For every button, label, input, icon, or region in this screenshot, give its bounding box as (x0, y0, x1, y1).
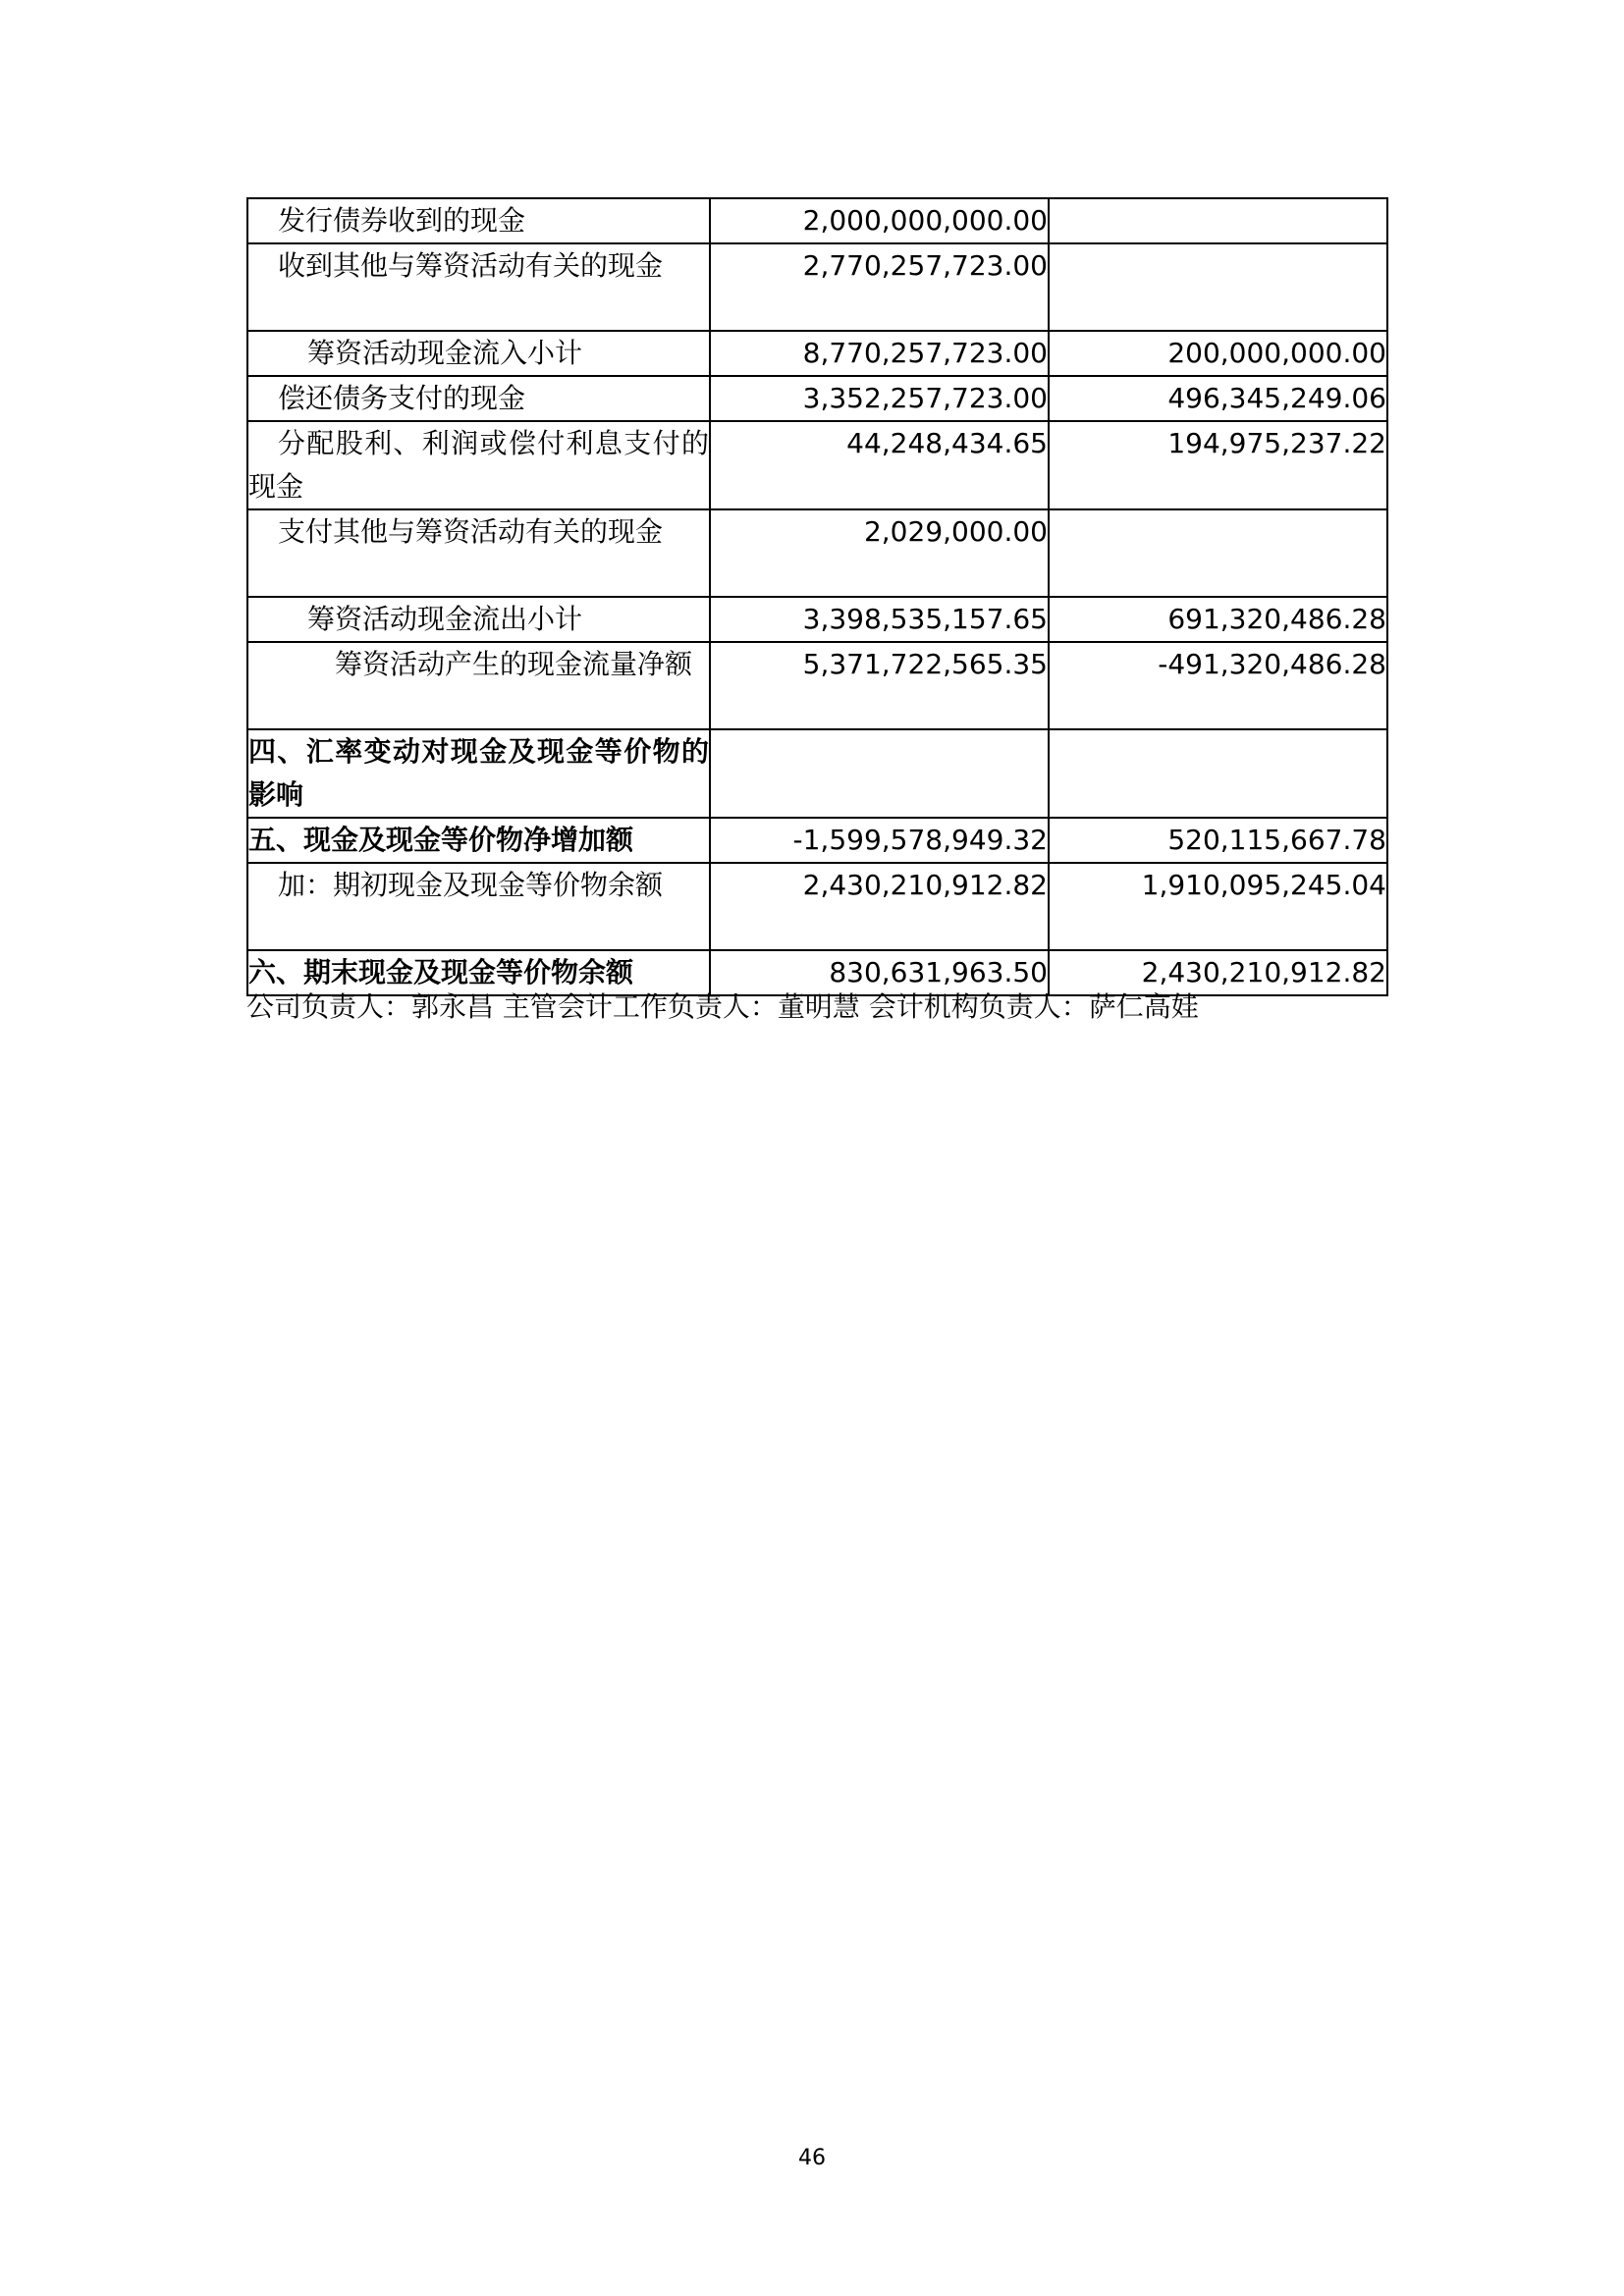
previous-period-value: 2,430,210,912.82 (1049, 950, 1387, 995)
table-row (247, 642, 1387, 729)
table-row (247, 729, 1387, 818)
cash-flow-table (246, 197, 1388, 996)
table-row (247, 597, 1387, 642)
previous-period-value: 200,000,000.00 (1049, 331, 1387, 376)
current-period-value: 3,352,257,723.00 (710, 376, 1049, 421)
previous-period-value (1049, 729, 1387, 818)
previous-period-value: 496,345,249.06 (1049, 376, 1387, 421)
row-label: 加：期初现金及现金等价物余额 (247, 863, 710, 950)
signature-line: 公司负责人：郭永昌 主管会计工作负责人：董明慧 会计机构负责人：萨仁高娃 (246, 990, 1199, 1023)
current-period-value: 2,430,210,912.82 (710, 863, 1049, 950)
row-label: 四、汇率变动对现金及现金等价物的影响 (247, 729, 710, 818)
row-label: 五、现金及现金等价物净增加额 (247, 818, 710, 863)
table-row (247, 198, 1387, 243)
table-row (247, 376, 1387, 421)
row-label: 六、期末现金及现金等价物余额 (247, 950, 710, 995)
row-label: 收到其他与筹资活动有关的现金 (247, 243, 710, 331)
current-period-value: 8,770,257,723.00 (710, 331, 1049, 376)
current-period-value: -1,599,578,949.32 (710, 818, 1049, 863)
current-period-value: 2,770,257,723.00 (710, 243, 1049, 331)
current-period-value: 2,000,000,000.00 (710, 198, 1049, 243)
row-label: 筹资活动现金流入小计 (247, 331, 710, 376)
previous-period-value: -491,320,486.28 (1049, 642, 1387, 729)
row-label: 发行债券收到的现金 (247, 198, 710, 243)
current-period-value: 3,398,535,157.65 (710, 597, 1049, 642)
table-row (247, 509, 1387, 597)
previous-period-value: 691,320,486.28 (1049, 597, 1387, 642)
table-row (247, 243, 1387, 331)
page-number: 46 (798, 2146, 826, 2170)
previous-period-value: 520,115,667.78 (1049, 818, 1387, 863)
current-period-value: 5,371,722,565.35 (710, 642, 1049, 729)
table-row (247, 818, 1387, 863)
previous-period-value: 194,975,237.22 (1049, 421, 1387, 509)
table-row (247, 331, 1387, 376)
previous-period-value (1049, 198, 1387, 243)
current-period-value: 830,631,963.50 (710, 950, 1049, 995)
row-label: 偿还债务支付的现金 (247, 376, 710, 421)
current-period-value: 2,029,000.00 (710, 509, 1049, 597)
previous-period-value (1049, 509, 1387, 597)
table-row (247, 421, 1387, 509)
current-period-value (710, 729, 1049, 818)
previous-period-value: 1,910,095,245.04 (1049, 863, 1387, 950)
current-period-value: 44,248,434.65 (710, 421, 1049, 509)
row-label: 支付其他与筹资活动有关的现金 (247, 509, 710, 597)
row-label: 筹资活动产生的现金流量净额 (247, 642, 710, 729)
row-label: 分配股利、利润或偿付利息支付的现金 (247, 421, 710, 509)
table-row (247, 863, 1387, 950)
previous-period-value (1049, 243, 1387, 331)
row-label: 筹资活动现金流出小计 (247, 597, 710, 642)
